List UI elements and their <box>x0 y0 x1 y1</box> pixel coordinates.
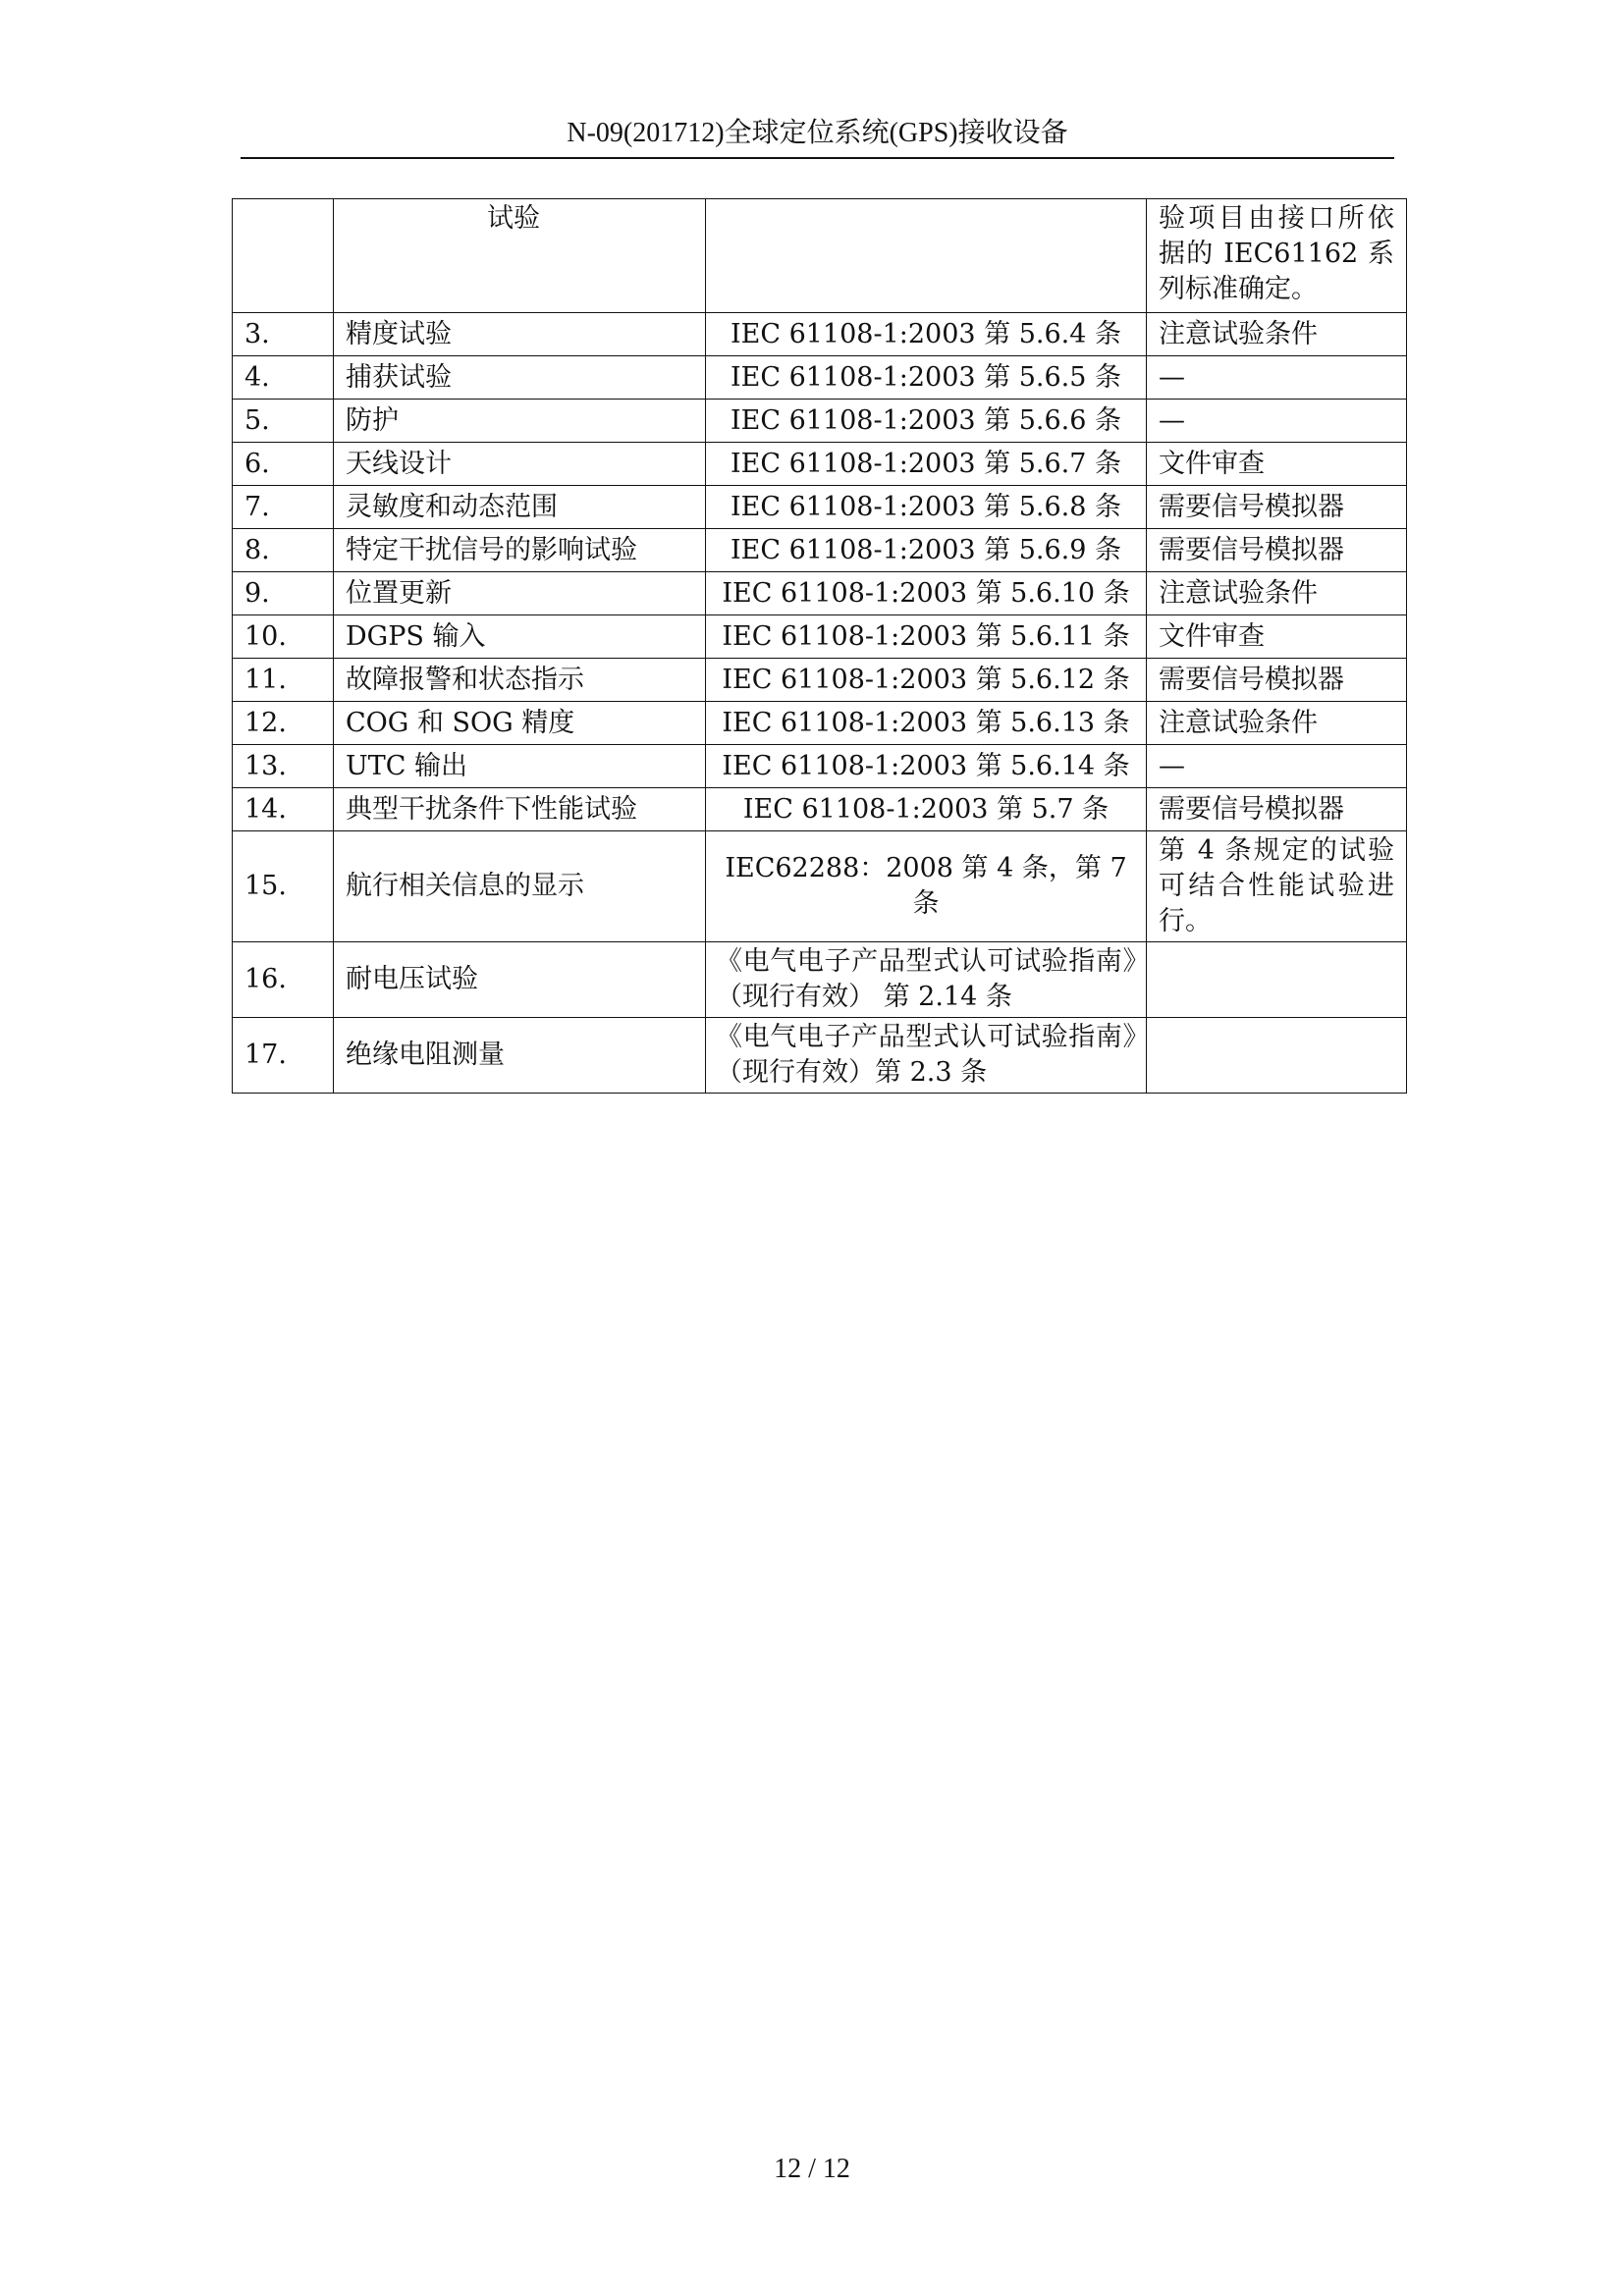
test-basis: IEC 61108-1:2003 第 5.6.4 条 <box>706 313 1147 356</box>
test-note: 文件审查 <box>1147 443 1407 486</box>
test-item: 位置更新 <box>334 572 706 615</box>
test-note: 需要信号模拟器 <box>1147 659 1407 702</box>
test-note: 第 4 条规定的试验可结合性能试验进行。 <box>1147 831 1407 942</box>
table-row <box>233 356 1407 400</box>
table-row <box>233 788 1407 831</box>
test-note: 注意试验条件 <box>1147 313 1407 356</box>
test-basis: IEC 61108-1:2003 第 5.6.11 条 <box>706 615 1147 659</box>
test-basis: IEC 61108-1:2003 第 5.6.14 条 <box>706 745 1147 788</box>
page-header-title: N-09(201712)全球定位系统(GPS)接收设备 <box>567 118 1068 148</box>
test-basis: IEC 61108-1:2003 第 5.6.7 条 <box>706 443 1147 486</box>
test-item: 试验 <box>334 199 706 313</box>
row-number: 17. <box>233 1018 334 1094</box>
row-number: 13. <box>233 745 334 788</box>
test-item: 绝缘电阻测量 <box>334 1018 706 1094</box>
table-row <box>233 313 1407 356</box>
row-number <box>233 199 334 313</box>
table-row <box>233 199 1407 313</box>
row-number: 16. <box>233 942 334 1018</box>
test-item: 天线设计 <box>334 443 706 486</box>
table-row <box>233 1018 1407 1094</box>
test-item: COG 和 SOG 精度 <box>334 702 706 745</box>
test-basis: IEC 61108-1:2003 第 5.6.6 条 <box>706 400 1147 443</box>
row-number: 8. <box>233 529 334 572</box>
test-note <box>1147 942 1407 1018</box>
table-row <box>233 659 1407 702</box>
page-number: 12 / 12 <box>774 2154 850 2184</box>
test-basis: IEC 61108-1:2003 第 5.7 条 <box>706 788 1147 831</box>
test-basis: IEC 61108-1:2003 第 5.6.12 条 <box>706 659 1147 702</box>
row-number: 11. <box>233 659 334 702</box>
table-row <box>233 443 1407 486</box>
test-note: 需要信号模拟器 <box>1147 529 1407 572</box>
row-number: 5. <box>233 400 334 443</box>
test-item: UTC 输出 <box>334 745 706 788</box>
table-row <box>233 702 1407 745</box>
row-number: 6. <box>233 443 334 486</box>
row-number: 3. <box>233 313 334 356</box>
table-row <box>233 486 1407 529</box>
row-number: 4. <box>233 356 334 400</box>
test-item: 灵敏度和动态范围 <box>334 486 706 529</box>
table-row <box>233 615 1407 659</box>
test-note: 文件审查 <box>1147 615 1407 659</box>
test-item: 航行相关信息的显示 <box>334 831 706 942</box>
table-row <box>233 942 1407 1018</box>
test-note: 注意试验条件 <box>1147 572 1407 615</box>
test-basis <box>706 199 1147 313</box>
row-number: 15. <box>233 831 334 942</box>
test-basis: IEC62288：2008 第 4 条，第 7 条 <box>706 831 1147 942</box>
table-row <box>233 745 1407 788</box>
row-number: 10. <box>233 615 334 659</box>
test-basis: IEC 61108-1:2003 第 5.6.9 条 <box>706 529 1147 572</box>
table-row <box>233 400 1407 443</box>
test-note: 需要信号模拟器 <box>1147 788 1407 831</box>
table-row <box>233 529 1407 572</box>
test-note: 需要信号模拟器 <box>1147 486 1407 529</box>
test-items-table <box>232 198 1407 1094</box>
test-note: 验项目由接口所依据的 IEC61162 系列标准确定。 <box>1147 199 1407 313</box>
test-item: 精度试验 <box>334 313 706 356</box>
test-basis: IEC 61108-1:2003 第 5.6.10 条 <box>706 572 1147 615</box>
test-item: DGPS 输入 <box>334 615 706 659</box>
test-item: 耐电压试验 <box>334 942 706 1018</box>
test-basis: 《电气电子产品型式认可试验指南》（现行有效） 第 2.14 条 <box>706 942 1147 1018</box>
header-divider <box>241 157 1394 159</box>
test-note: — <box>1147 745 1407 788</box>
row-number: 7. <box>233 486 334 529</box>
test-basis: 《电气电子产品型式认可试验指南》（现行有效）第 2.3 条 <box>706 1018 1147 1094</box>
test-note <box>1147 1018 1407 1094</box>
test-note: — <box>1147 400 1407 443</box>
test-basis: IEC 61108-1:2003 第 5.6.5 条 <box>706 356 1147 400</box>
row-number: 12. <box>233 702 334 745</box>
test-item: 典型干扰条件下性能试验 <box>334 788 706 831</box>
table-row <box>233 831 1407 942</box>
test-note: — <box>1147 356 1407 400</box>
test-note: 注意试验条件 <box>1147 702 1407 745</box>
row-number: 9. <box>233 572 334 615</box>
test-basis: IEC 61108-1:2003 第 5.6.13 条 <box>706 702 1147 745</box>
test-item: 捕获试验 <box>334 356 706 400</box>
row-number: 14. <box>233 788 334 831</box>
test-item: 特定干扰信号的影响试验 <box>334 529 706 572</box>
test-item: 防护 <box>334 400 706 443</box>
test-item: 故障报警和状态指示 <box>334 659 706 702</box>
test-basis: IEC 61108-1:2003 第 5.6.8 条 <box>706 486 1147 529</box>
table-row <box>233 572 1407 615</box>
